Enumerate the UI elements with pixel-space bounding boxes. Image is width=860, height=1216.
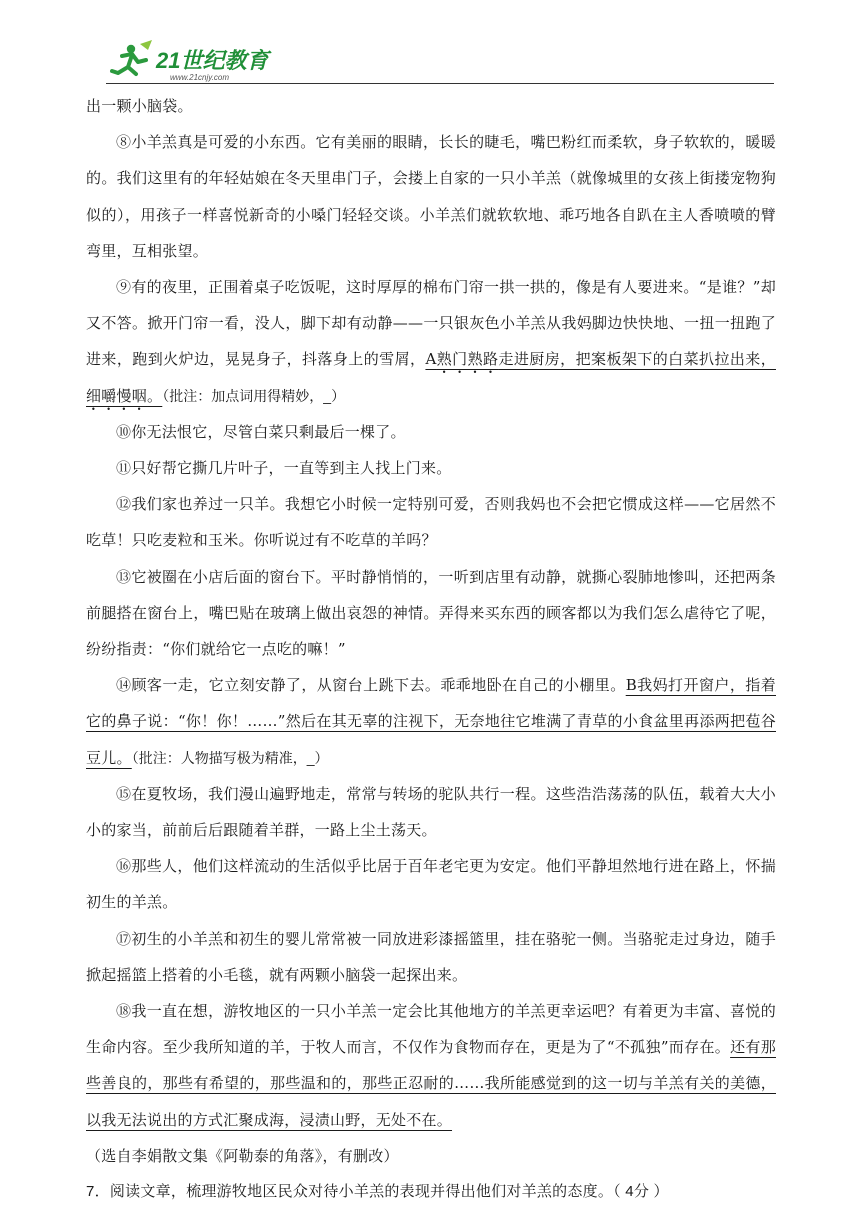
dotted-word-2: 细嚼慢咽 <box>86 386 148 405</box>
site-logo <box>108 40 298 84</box>
sentence-a-middle: 走进厨房，把案板架下的白菜扒拉出来， <box>498 350 776 369</box>
header-rule <box>106 83 774 84</box>
logo-url: www.21cnjy.com <box>170 73 229 82</box>
question-7: 7．阅读文章，梳理游牧地区民众对待小羊羔的表现并得出他们对羊羔的态度。（ 4分 ） <box>86 1183 669 1201</box>
paragraph-9-text: ⑨有的夜里，正围着桌子吃饭呢，这时厚厚的棉布门帘一拱一拱的，像是有人要进来。“是谁？”却又不答。掀开门帘一看，没人，脚下却有动静——一只银灰色小羊羔从我妈脚边快快地、一扭一扭跑了进来，跑到火炉边，晃晃身子，抖落身上的雪屑， <box>86 278 776 369</box>
annotation-b: （批注：人物描写极为精准，_） <box>131 749 329 766</box>
paragraph-16: ⑯那些人，他们这样流动的生活似乎比居于百年老宅更为安定。他们平静坦然地行进在路上，怀揣初生的羊羔。 <box>86 857 776 912</box>
sentence-a-end: 。 <box>147 386 163 405</box>
source-citation: （选自李娟散文集《阿勒泰的角落》，有删改） <box>86 1146 399 1165</box>
paragraph-13: ⑬它被圈在小店后面的窗台下。平时静悄悄的，一听到店里有动静，就撕心裂肺地惨叫，还把两条前腿搭在窗台上，嘴巴贴在玻璃上做出哀怨的神情。弄得来买东西的顾客都以为我们怎么虐待它了呢，纷纷指责：“你们就给它一点吃的嘛！” <box>86 567 776 659</box>
paragraph-18-text: ⑱我一直在想，游牧地区的一只小羊羔一定会比其他地方的羊羔更幸运吧？有着更为丰富、喜悦的生命内容。至少我所知道的羊，于牧人而言，不仅作为食物而存在，更是为了“不孤独”而存在。 <box>86 1002 776 1057</box>
annotation-a: （批注：加点词用得精妙，_） <box>162 387 346 404</box>
paragraph-10: ⑩你无法恨它，尽管白菜只剩最后一棵了。 <box>116 422 406 441</box>
paragraph-14-text: ⑭顾客一走，它立刻安静了，从窗台上跳下去。乖乖地卧在自己的小棚里。 <box>116 676 626 695</box>
article-body <box>86 88 776 1210</box>
underlined-conclusion: 还有那些善良的，那些有希望的，那些温和的，那些正忍耐的……我所能感觉到的这一切与羊羔有关的美德，以我无法说出的方式汇聚成海，浸渍山野，无处不在。 <box>86 1038 776 1129</box>
paragraph-8: ⑧小羊羔真是可爱的小东西。它有美丽的眼睛，长长的睫毛，嘴巴粉红而柔软，身子软软的，暖暖的。我们这里有的年轻姑娘在冬天里串门子，会搂上自家的一只小羊羔（就像城里的女孩上街搂宠物狗似的），用孩子一样喜悦新奇的小嗓门轻轻交谈。小羊羔们就软软地、乖巧地各自趴在主人香喷喷的臂弯里，互相张望。 <box>86 133 776 260</box>
paragraph-9 <box>86 269 776 414</box>
dotted-word-1: 熟门熟路 <box>436 350 499 369</box>
label-a: A <box>425 350 437 369</box>
paragraph-15: ⑮在夏牧场，我们漫山遍野地走，常常与转场的驼队共行一程。这些浩浩荡荡的队伍，载着大大小小的家当，前前后后跟随着羊群，一路上尘土荡天。 <box>86 784 776 840</box>
paragraph-11: ⑪只好帮它撕几片叶子，一直等到主人找上门来。 <box>116 459 452 478</box>
annotated-sentence-b: B我妈打开窗户，指着它的鼻子说：“你！你！……”然后在其无辜的注视下，无奈地往它堆满了青草的小食盆里再添两把苞谷豆儿。 <box>86 676 776 767</box>
paragraph-18 <box>86 993 776 1138</box>
runner-icon <box>112 40 152 74</box>
logo-text: 21世纪教育 <box>156 48 269 73</box>
paragraph-17: ⑰初生的小羊羔和初生的婴儿常常被一同放进彩漆摇篮里，挂在骆驼一侧。当骆驼走过身边，随手掀起摇篮上搭着的小毛毯，就有两颗小脑袋一起探出来。 <box>86 929 776 984</box>
paragraph-14 <box>86 667 776 776</box>
paragraph-12: ⑫我们家也养过一只羊。我想它小时候一定特别可爱，否则我妈也不会把它惯成这样——它居然不吃草！只吃麦粒和玉米。你听说过有不吃草的羊吗？ <box>86 495 776 550</box>
paragraph-7-continued: 出一颗小脑袋。 <box>86 97 193 115</box>
page-header <box>0 0 860 86</box>
